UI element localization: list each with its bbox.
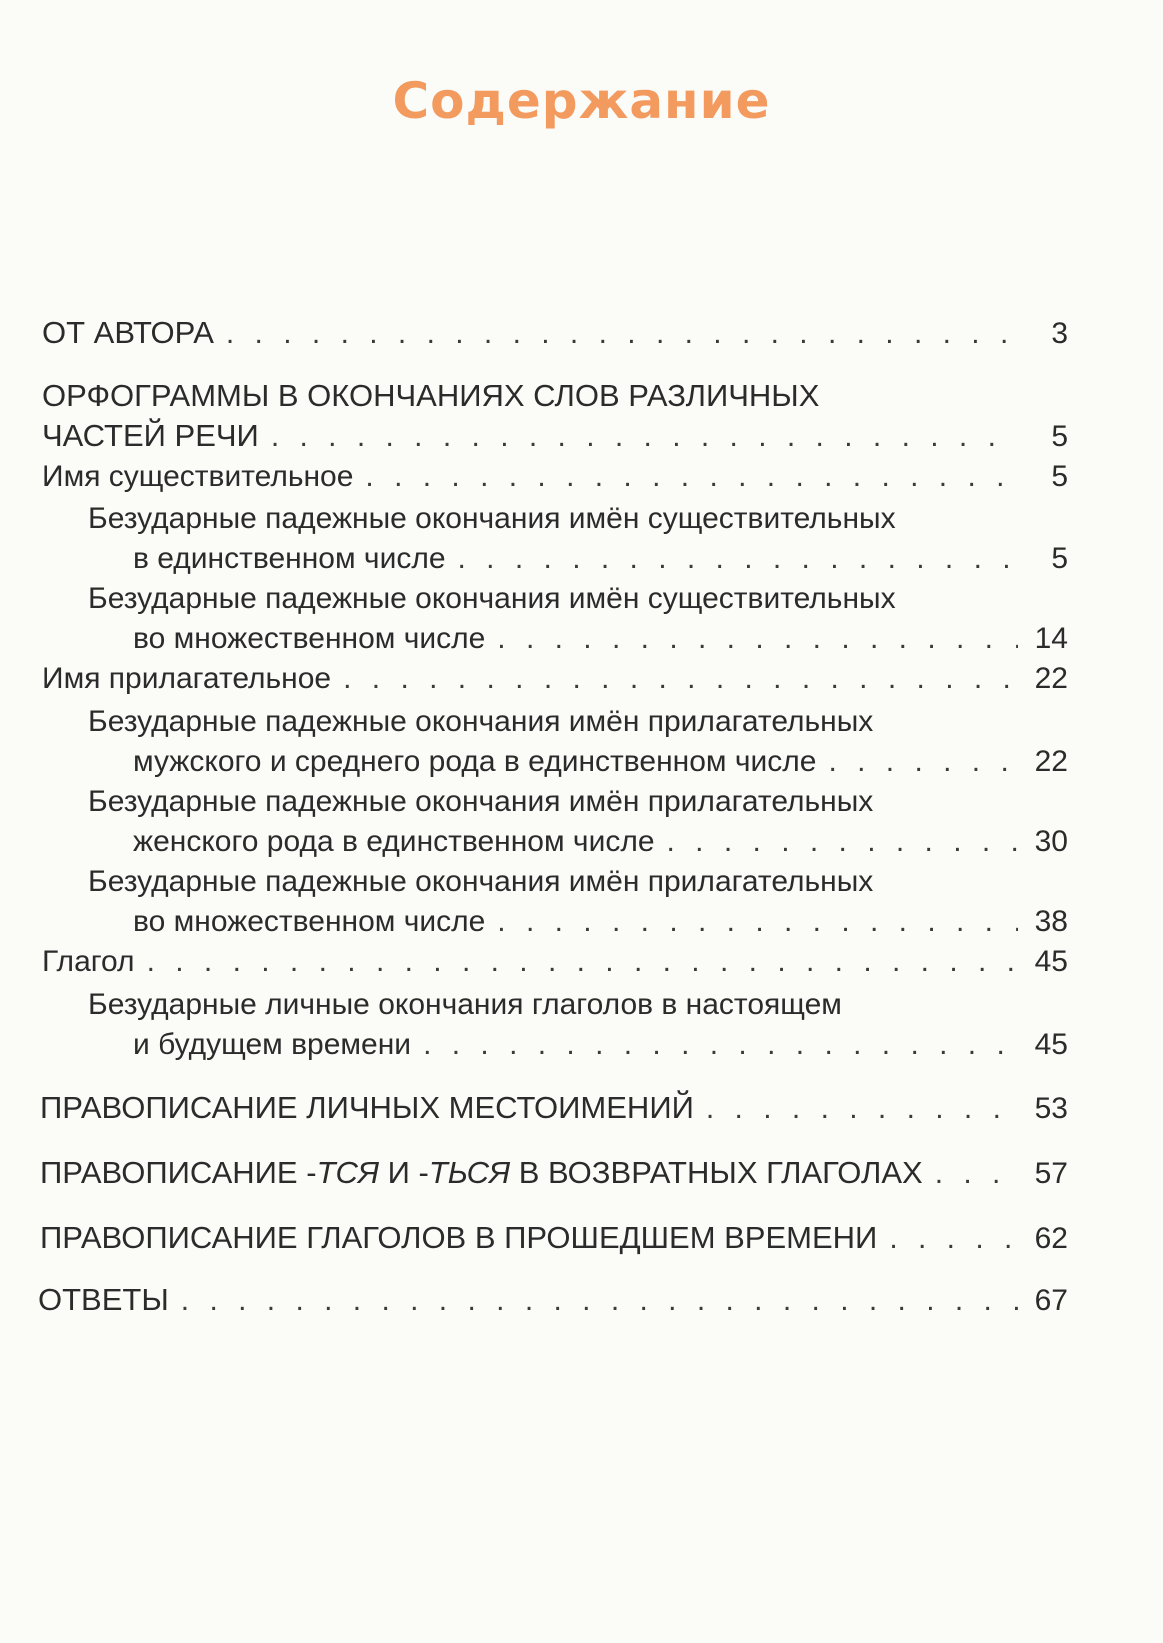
dot-leader (458, 542, 1018, 576)
dot-leader (497, 905, 1018, 939)
entry-page: 38 (1034, 905, 1068, 938)
entry-page: 53 (1034, 1092, 1068, 1125)
dot-leader (147, 945, 1018, 979)
entry-page: 5 (1051, 542, 1068, 575)
dot-leader (667, 825, 1018, 859)
entry-page: 22 (1034, 745, 1068, 778)
entry-text-line1: Безударные падежные окончания имён существительных (88, 502, 896, 535)
entry-text: ПРАВОПИСАНИЕ ГЛАГОЛОВ В ПРОШЕДШЕМ ВРЕМЕНИ (40, 1220, 878, 1255)
entry-text: ПРАВОПИСАНИЕ ЛИЧНЫХ МЕСТОИМЕНИЙ (40, 1090, 694, 1125)
entry-text-line2: во множественном числе (133, 622, 486, 655)
toc-entry-noun-plural (0, 572, 1163, 662)
page-title: Содержание (392, 72, 771, 130)
entry-page: 5 (1051, 420, 1068, 453)
dot-leader (343, 662, 1018, 696)
toc-entry-past-tense (0, 1210, 1163, 1260)
dot-leader (181, 1284, 1018, 1318)
entry-text: Имя прилагательное (42, 662, 332, 695)
dot-leader (365, 460, 1018, 494)
dot-leader (497, 622, 1018, 656)
entry-page: 67 (1034, 1284, 1068, 1317)
toc-entry-adj-masc-neut (0, 695, 1163, 785)
dot-leader (271, 420, 1018, 454)
entry-text-line1: Безударные падежные окончания имён прилагательных (88, 785, 874, 818)
entry-text: ОТВЕТЫ (38, 1282, 169, 1317)
entry-page: 3 (1051, 317, 1068, 350)
entry-page: 30 (1034, 825, 1068, 858)
toc-entry-tsya (0, 1145, 1163, 1195)
entry-page: 62 (1034, 1222, 1068, 1255)
entry-text-line1: Безударные личные окончания глаголов в настоящем (88, 988, 842, 1021)
entry-text-line2: и будущем времени (133, 1028, 412, 1061)
entry-text-italic-tsya: ТСЯ (316, 1155, 380, 1190)
dot-leader (706, 1092, 1018, 1126)
dot-leader (889, 1222, 1018, 1256)
toc-entry-from-author (0, 305, 1163, 355)
dot-leader (423, 1028, 1018, 1062)
entry-text-line2: женского рода в единственном числе (133, 825, 655, 858)
dot-leader (935, 1157, 1018, 1191)
entry-text: ОТ АВТОРА (42, 315, 214, 350)
entry-text-italic-tsya2: ТЬСЯ (428, 1155, 511, 1190)
entry-text-line1: Безударные падежные окончания имён прилагательных (88, 705, 874, 738)
entry-text-line2: в единственном числе (133, 542, 446, 575)
entry-page: 22 (1034, 662, 1068, 695)
entry-page: 45 (1034, 945, 1068, 978)
toc-entry-answers (0, 1272, 1163, 1322)
entry-text-line2: мужского и среднего рода в единственном числе (133, 745, 817, 778)
entry-text-line2: во множественном числе (133, 905, 486, 938)
toc-entry-adj-plural (0, 855, 1163, 945)
toc-entry-noun-singular (0, 492, 1163, 582)
entry-page: 45 (1034, 1028, 1068, 1061)
entry-page: 5 (1051, 460, 1068, 493)
toc-entry-adj-fem (0, 775, 1163, 865)
entry-text-line1: Безударные падежные окончания имён прилагательных (88, 865, 874, 898)
entry-text: Имя существительное (42, 460, 354, 493)
toc-entry-verb-endings (0, 978, 1163, 1068)
entry-text (40, 1155, 923, 1191)
entry-text-mid: И - (379, 1155, 429, 1190)
entry-text-post: В ВОЗВРАТНЫХ ГЛАГОЛАХ (510, 1155, 923, 1190)
entry-text-line1: ОРФОГРАММЫ В ОКОНЧАНИЯХ СЛОВ РАЗЛИЧНЫХ (42, 378, 820, 413)
entry-text-line2: ЧАСТЕЙ РЕЧИ (42, 418, 259, 453)
entry-page: 14 (1034, 622, 1068, 655)
dot-leader (226, 317, 1018, 351)
toc-entry-pronouns (0, 1080, 1163, 1130)
toc-entry-orthograms (0, 368, 1163, 458)
entry-text: Глагол (42, 945, 135, 978)
entry-text-pre: ПРАВОПИСАНИЕ - (40, 1155, 317, 1190)
entry-text-line1: Безударные падежные окончания имён существительных (88, 582, 896, 615)
dot-leader (828, 745, 1018, 779)
entry-page: 57 (1034, 1157, 1068, 1190)
